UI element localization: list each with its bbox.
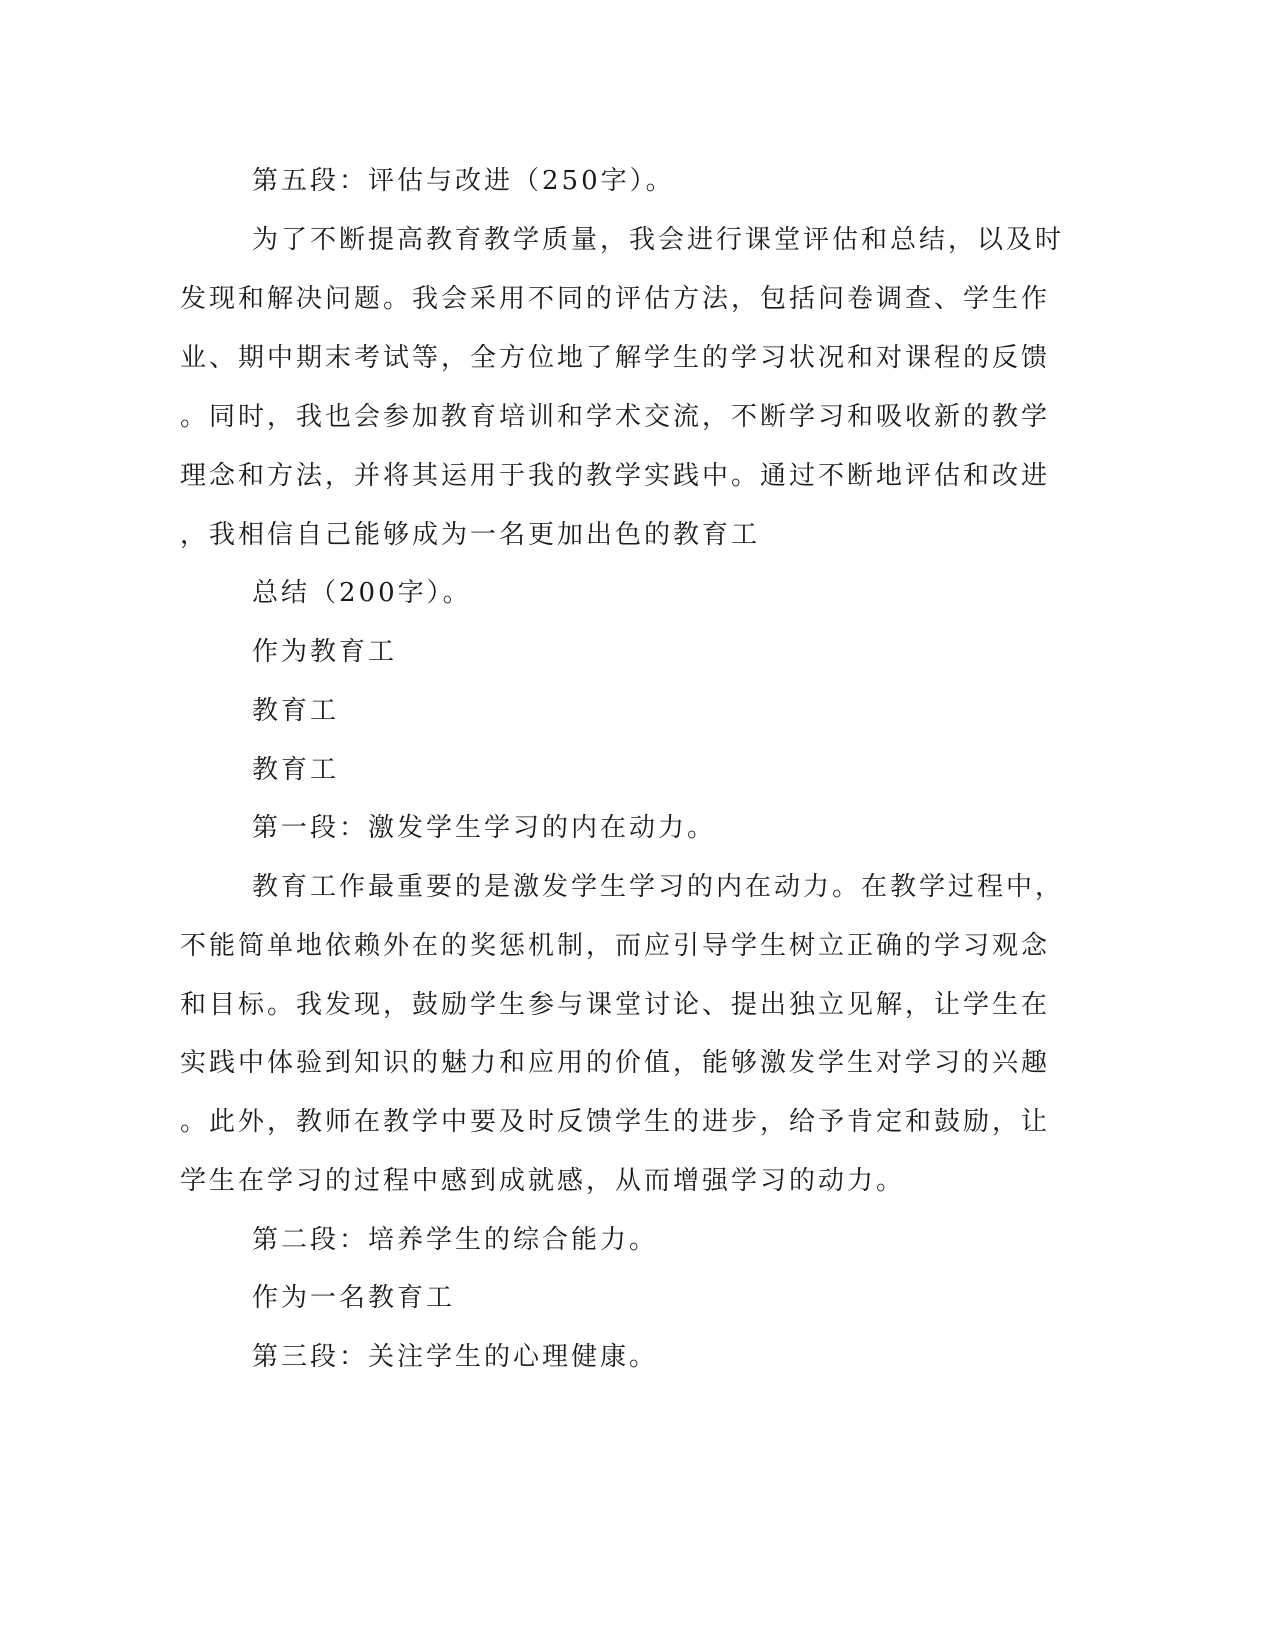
paragraph-line: 教育工作最重要的是激发学生学习的内在动力。在教学过程中， [252, 872, 1065, 902]
paragraph-line: 业、期中期末考试等，全方位地了解学生的学习状况和对课程的反馈 [180, 343, 1051, 373]
paragraph-line: 不能简单地依赖外在的奖惩机制，而应引导学生树立正确的学习观念 [180, 931, 1051, 961]
paragraph-line: 教育工 [252, 755, 340, 785]
paragraph-line: 。同时，我也会参加教育培训和学术交流，不断学习和吸收新的教学 [180, 402, 1051, 432]
paragraph-line: 教育工 [252, 696, 340, 726]
paragraph-line: 实践中体验到知识的魅力和应用的价值，能够激发学生对学习的兴趣 [180, 1048, 1051, 1078]
section-heading-3: 第三段：关注学生的心理健康。 [252, 1342, 659, 1372]
section-heading-1: 第一段：激发学生学习的内在动力。 [252, 813, 717, 843]
paragraph-line: 为了不断提高教育教学质量，我会进行课堂评估和总结，以及时 [252, 225, 1065, 255]
paragraph-line: 发现和解决问题。我会采用不同的评估方法，包括问卷调查、学生作 [180, 284, 1051, 314]
summary-heading: 总结（200字）。 [252, 578, 472, 608]
paragraph-line: 学生在学习的过程中感到成就感，从而增强学习的动力。 [180, 1166, 906, 1196]
paragraph-line: 和目标。我发现，鼓励学生参与课堂讨论、提出独立见解，让学生在 [180, 990, 1051, 1020]
paragraph-line: 作为一名教育工 [252, 1283, 456, 1313]
section-heading-2: 第二段：培养学生的综合能力。 [252, 1225, 659, 1255]
section-heading-5: 第五段：评估与改进（250字）。 [252, 166, 675, 196]
paragraph-line: 。此外，教师在教学中要及时反馈学生的进步，给予肯定和鼓励，让 [180, 1107, 1051, 1137]
paragraph-line: 理念和方法，并将其运用于我的教学实践中。通过不断地评估和改进 [180, 461, 1051, 491]
paragraph-line: ，我相信自己能够成为一名更加出色的教育工 [180, 520, 761, 550]
paragraph-line: 作为教育工 [252, 637, 398, 667]
